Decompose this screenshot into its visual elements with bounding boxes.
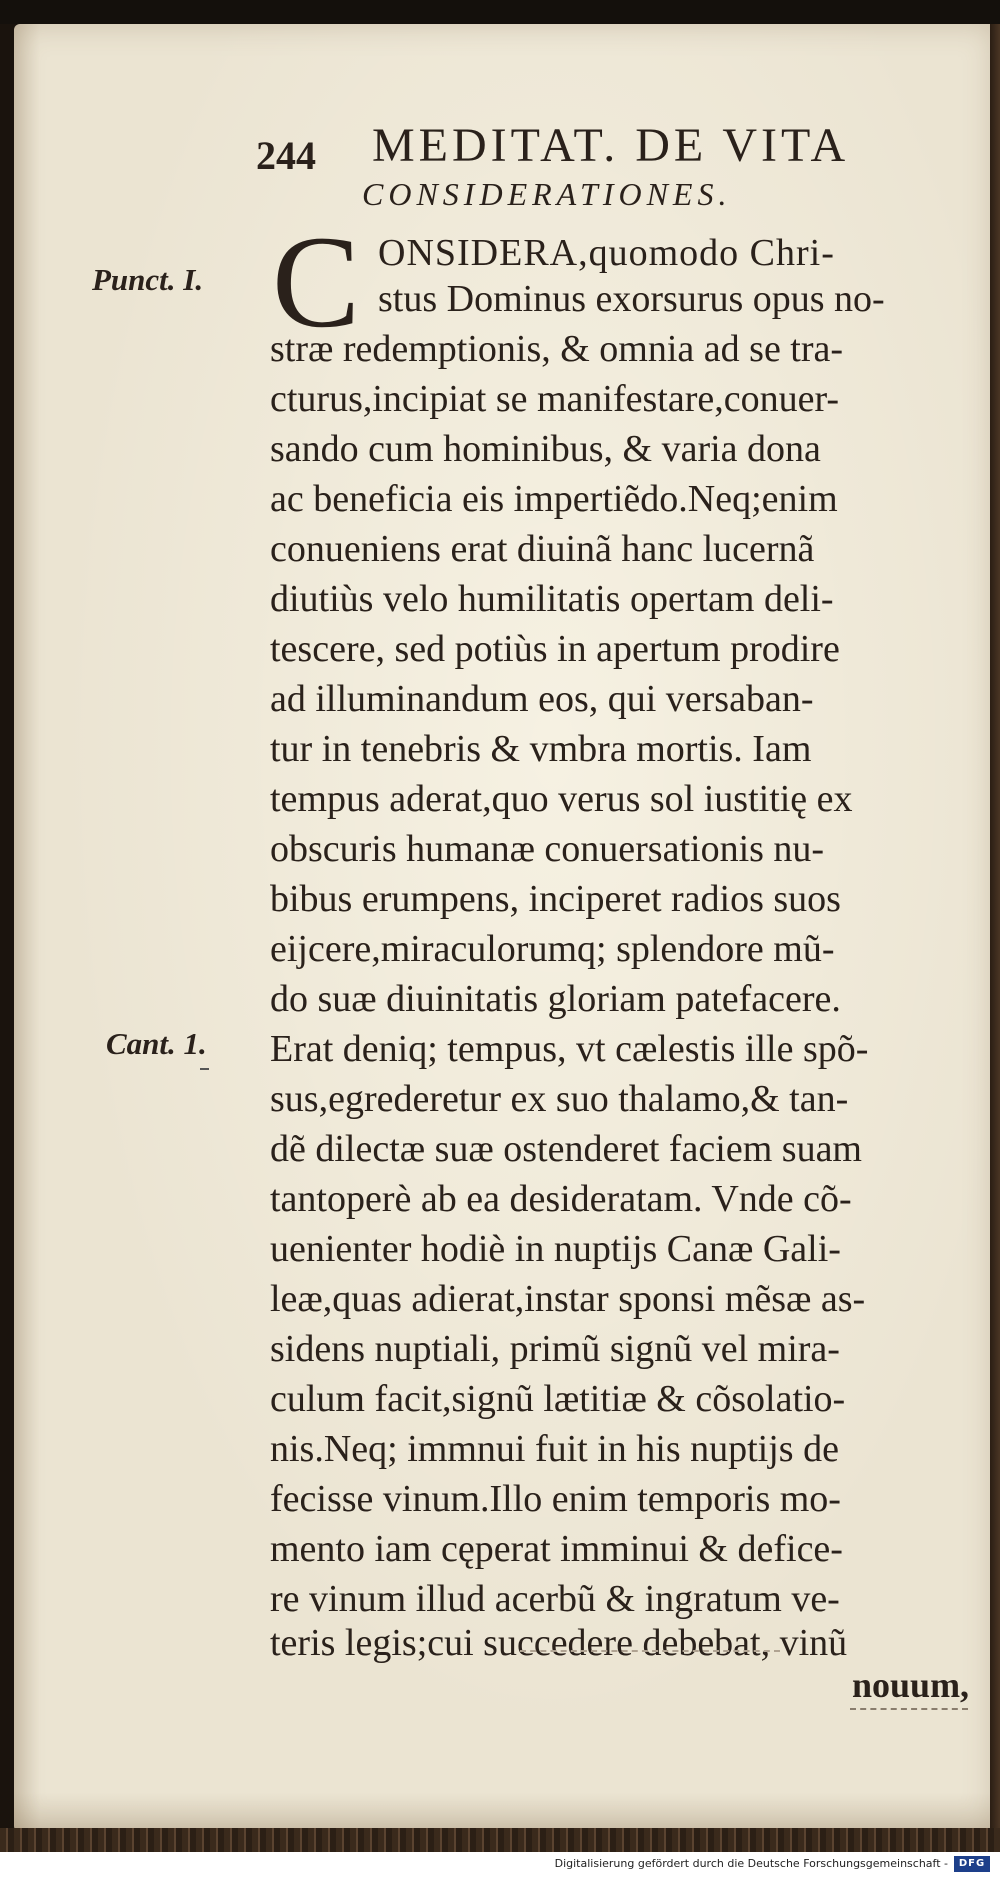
text-line: tempus aderat,quo verus sol iustitię ex: [270, 778, 853, 820]
text-line: sus,egrederetur ex suo thalamo,& tan-: [270, 1078, 849, 1120]
text-line: sando cum hominibus, & varia dona: [270, 428, 821, 470]
dotted-rule: [520, 1650, 780, 1654]
text-line: stræ redemptionis, & omnia ad se tra-: [270, 328, 844, 370]
margin-note-punct: Punct. I.: [92, 262, 204, 297]
text-line: fecisse vinum.Illo enim temporis mo-: [270, 1478, 841, 1520]
text-line: tescere, sed potiùs in apertum prodire: [270, 628, 840, 670]
footer-bar: [0, 1852, 1000, 1877]
top-border: [0, 0, 1000, 24]
text-line: obscuris humanæ conuersationis nu-: [270, 828, 825, 870]
text-line: re vinum illud acerbũ & ingratum ve-: [270, 1578, 840, 1620]
text-line: sidens nuptiali, primũ signũ vel mira-: [270, 1328, 840, 1370]
text-line: mento iam cęperat imminui & defice-: [270, 1528, 843, 1570]
text-line: bibus erumpens, inciperet radios suos: [270, 878, 841, 920]
text-line: culum facit,signũ lætitiæ & cõsolatio-: [270, 1378, 846, 1420]
page-number: 244: [256, 133, 316, 178]
dfg-logo: DFG: [954, 1856, 990, 1872]
text-line: ad illuminandum eos, qui versaban-: [270, 678, 814, 720]
text-line: ac beneficia eis impertiẽdo.Neq;enim: [270, 478, 838, 520]
drop-cap: C: [272, 208, 361, 355]
text-line: teris legis;cui succedere debebat, vinũ: [270, 1622, 848, 1664]
text-line: diutiùs velo humilitatis opertam deli-: [270, 578, 834, 620]
text-line: nis.Neq; immnui fuit in his nuptijs de: [270, 1428, 839, 1470]
text-line: tur in tenebris & vmbra mortis. Iam: [270, 728, 812, 770]
section-heading: CONSIDERATIONES.: [362, 176, 732, 212]
running-title: MEDITAT. DE VITA: [372, 119, 850, 172]
text-line: tantoperè ab ea desideratam. Vnde cõ-: [270, 1178, 852, 1220]
text-line: dẽ dilectæ suæ ostenderet faciem suam: [270, 1128, 862, 1170]
text-line: eijcere,miraculorumq; splendore mũ-: [270, 928, 835, 970]
funding-credit: Digitalisierung gefördert durch die Deutsche Forschungsgemeinschaft -: [554, 1857, 948, 1870]
text-line: cturus,incipiat se manifestare,conuer-: [270, 378, 839, 420]
text-line: ONSIDERA,quomodo Chri-: [378, 232, 835, 274]
text-line: Erat deniq; tempus, vt cælestis ille spõ-: [270, 1028, 869, 1070]
margin-dash: [200, 1068, 209, 1070]
text-line: leæ,quas adierat,instar sponsi mẽsæ as-: [270, 1278, 866, 1320]
text-line: uenienter hodiè in nuptijs Canæ Gali-: [270, 1228, 841, 1270]
text-line: conueniens erat diuinã hanc lucernã: [270, 528, 815, 570]
text-line: do suæ diuinitatis gloriam patefacere.: [270, 978, 841, 1020]
margin-note-cant: Cant. 1.: [106, 1026, 207, 1061]
catchword: nouum,: [852, 1665, 970, 1705]
bottom-edge: [0, 1828, 1000, 1852]
catchword-rule: [850, 1708, 968, 1712]
text-line: stus Dominus exorsurus opus no-: [378, 278, 885, 320]
